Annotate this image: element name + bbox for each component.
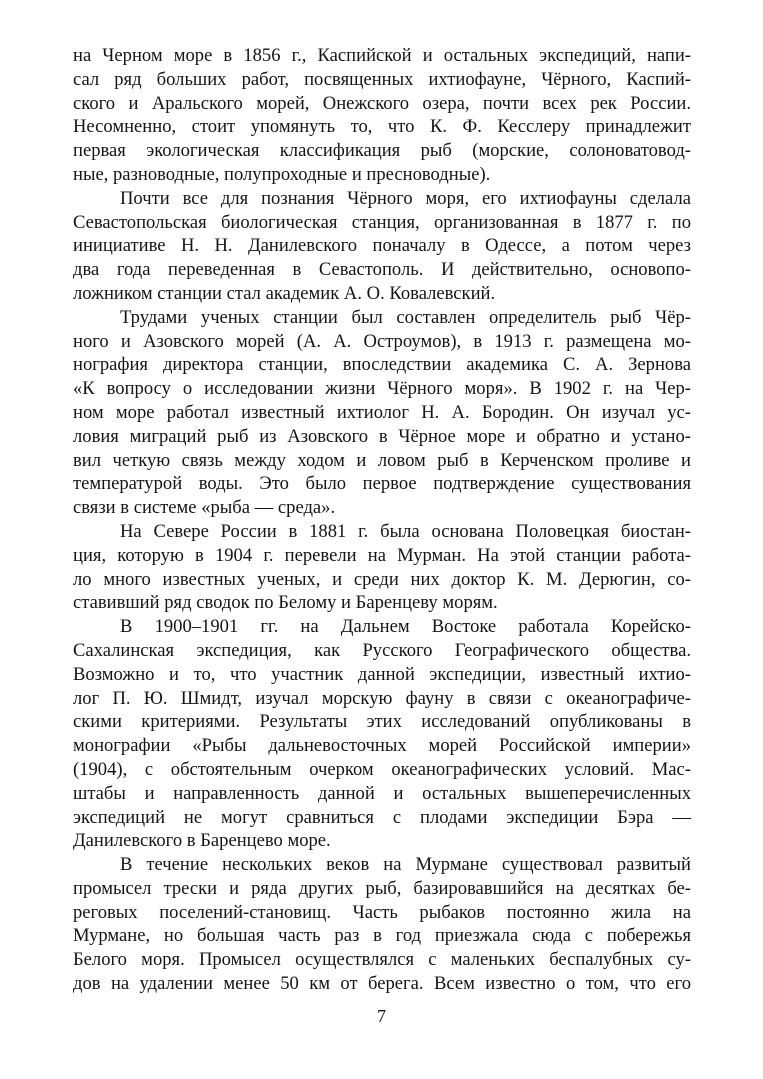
paragraph [73, 306, 691, 520]
text-line: монографии «Рыбы дальневосточных морей Российской империи» [73, 735, 691, 757]
text-line: ном море работал известный ихтиолог Н. А. Бородин. Он изучал ус- [73, 401, 691, 423]
page-body [73, 44, 691, 996]
paragraph [73, 853, 691, 996]
text-line: ловия миграций рыб из Азовского в Чёрное море и обратно и устано- [73, 425, 691, 447]
text-line: Мурмане, но большая часть раз в год приезжала сюда с побережья [73, 925, 691, 947]
text-line: Возможно и то, что участник данной экспедиции, известный ихтио- [73, 663, 691, 685]
text-line: В течение нескольких веков на Мурмане существовал развитый [120, 854, 691, 876]
paragraph [73, 44, 691, 187]
text-line: ция, которую в 1904 г. перевели на Мурман. На этой станции работа- [73, 544, 691, 566]
text-line: температурой воды. Это было первое подтверждение существования [73, 473, 691, 495]
text-line: Трудами ученых станции был составлен определитель рыб Чёр- [120, 306, 691, 328]
text-line: скими критериями. Результаты этих исследований опубликованы в [73, 711, 691, 733]
text-line: экспедиций не могут сравниться с плодами экспедиции Бэра — [73, 806, 691, 828]
text-line: ло много известных ученых, и среди них доктор К. М. Дерюгин, со- [73, 568, 691, 590]
text-line: ского и Аральского морей, Онежского озера, почти всех рек России. [73, 92, 691, 114]
text-line: реговых поселений-становищ. Часть рыбаков постоянно жила на [73, 901, 691, 923]
text-line: Белого моря. Промысел осуществлялся с маленьких беспалубных су- [73, 949, 691, 971]
text-line: инициативе Н. Н. Данилевского поначалу в Одессе, а потом через [73, 235, 691, 257]
text-line: нография директора станции, впоследствии академика С. А. Зернова [73, 354, 691, 376]
text-line: В 1900–1901 гг. на Дальнем Востоке работала Корейско- [120, 616, 691, 638]
text-line: сал ряд больших работ, посвященных ихтиофауне, Чёрного, Каспий- [73, 68, 691, 90]
text-line: на Черном море в 1856 г., Каспийской и остальных экспедиций, напи- [73, 45, 691, 66]
paragraph [73, 520, 691, 615]
text-line: первая экологическая классификация рыб (морские, солоноватовод- [73, 140, 691, 162]
text-line: промысел трески и ряда других рыб, базировавшийся на десятках бе- [73, 877, 691, 899]
text-line: ного и Азовского морей (А. А. Остроумов), в 1913 г. размещена мо- [73, 330, 691, 352]
page-number: 7 [377, 1006, 386, 1026]
text-line: вил четкую связь между ходом и ловом рыб в Керченском проливе и [73, 449, 691, 471]
text-line: лог П. Ю. Шмидт, изучал морскую фауну в связи с океанографиче- [73, 687, 691, 709]
text-line: дов на удалении менее 50 км от берега. Всем известно о том, что его [73, 973, 691, 995]
text-line: Данилевского в Баренцево море. [73, 830, 331, 852]
paragraph [73, 615, 691, 853]
text-line: На Севере России в 1881 г. была основана Половецкая биостан- [120, 520, 691, 542]
text-line: ложником станции стал академик А. О. Ковалевский. [73, 282, 496, 304]
text-line: Несомненно, стоит упомянуть то, что К. Ф. Кесслеру принадлежит [73, 116, 691, 138]
text-line: Севастопольская биологическая станция, организованная в 1877 г. по [73, 211, 691, 233]
text-line: штабы и направленность данной и остальных вышеперечисленных [73, 782, 691, 804]
text-line: Сахалинская экспедиция, как Русского Географического общества. [73, 639, 691, 661]
text-line: (1904), с обстоятельным очерком океанографических условий. Мас- [73, 758, 691, 780]
paragraph [73, 187, 691, 306]
text-line: два года переведенная в Севастополь. И действительно, основопо- [73, 259, 691, 281]
text-line: ные, разноводные, полупроходные и пресноводные). [73, 163, 491, 185]
text-line: Почти все для познания Чёрного моря, его ихтиофауны сделала [120, 187, 691, 209]
text-line: «К вопросу о исследовании жизни Чёрного моря». В 1902 г. на Чер- [73, 378, 691, 400]
text-line: ставивший ряд сводок по Белому и Баренцеву морям. [73, 592, 498, 614]
text-line: связи в системе «рыба — среда». [73, 497, 336, 519]
